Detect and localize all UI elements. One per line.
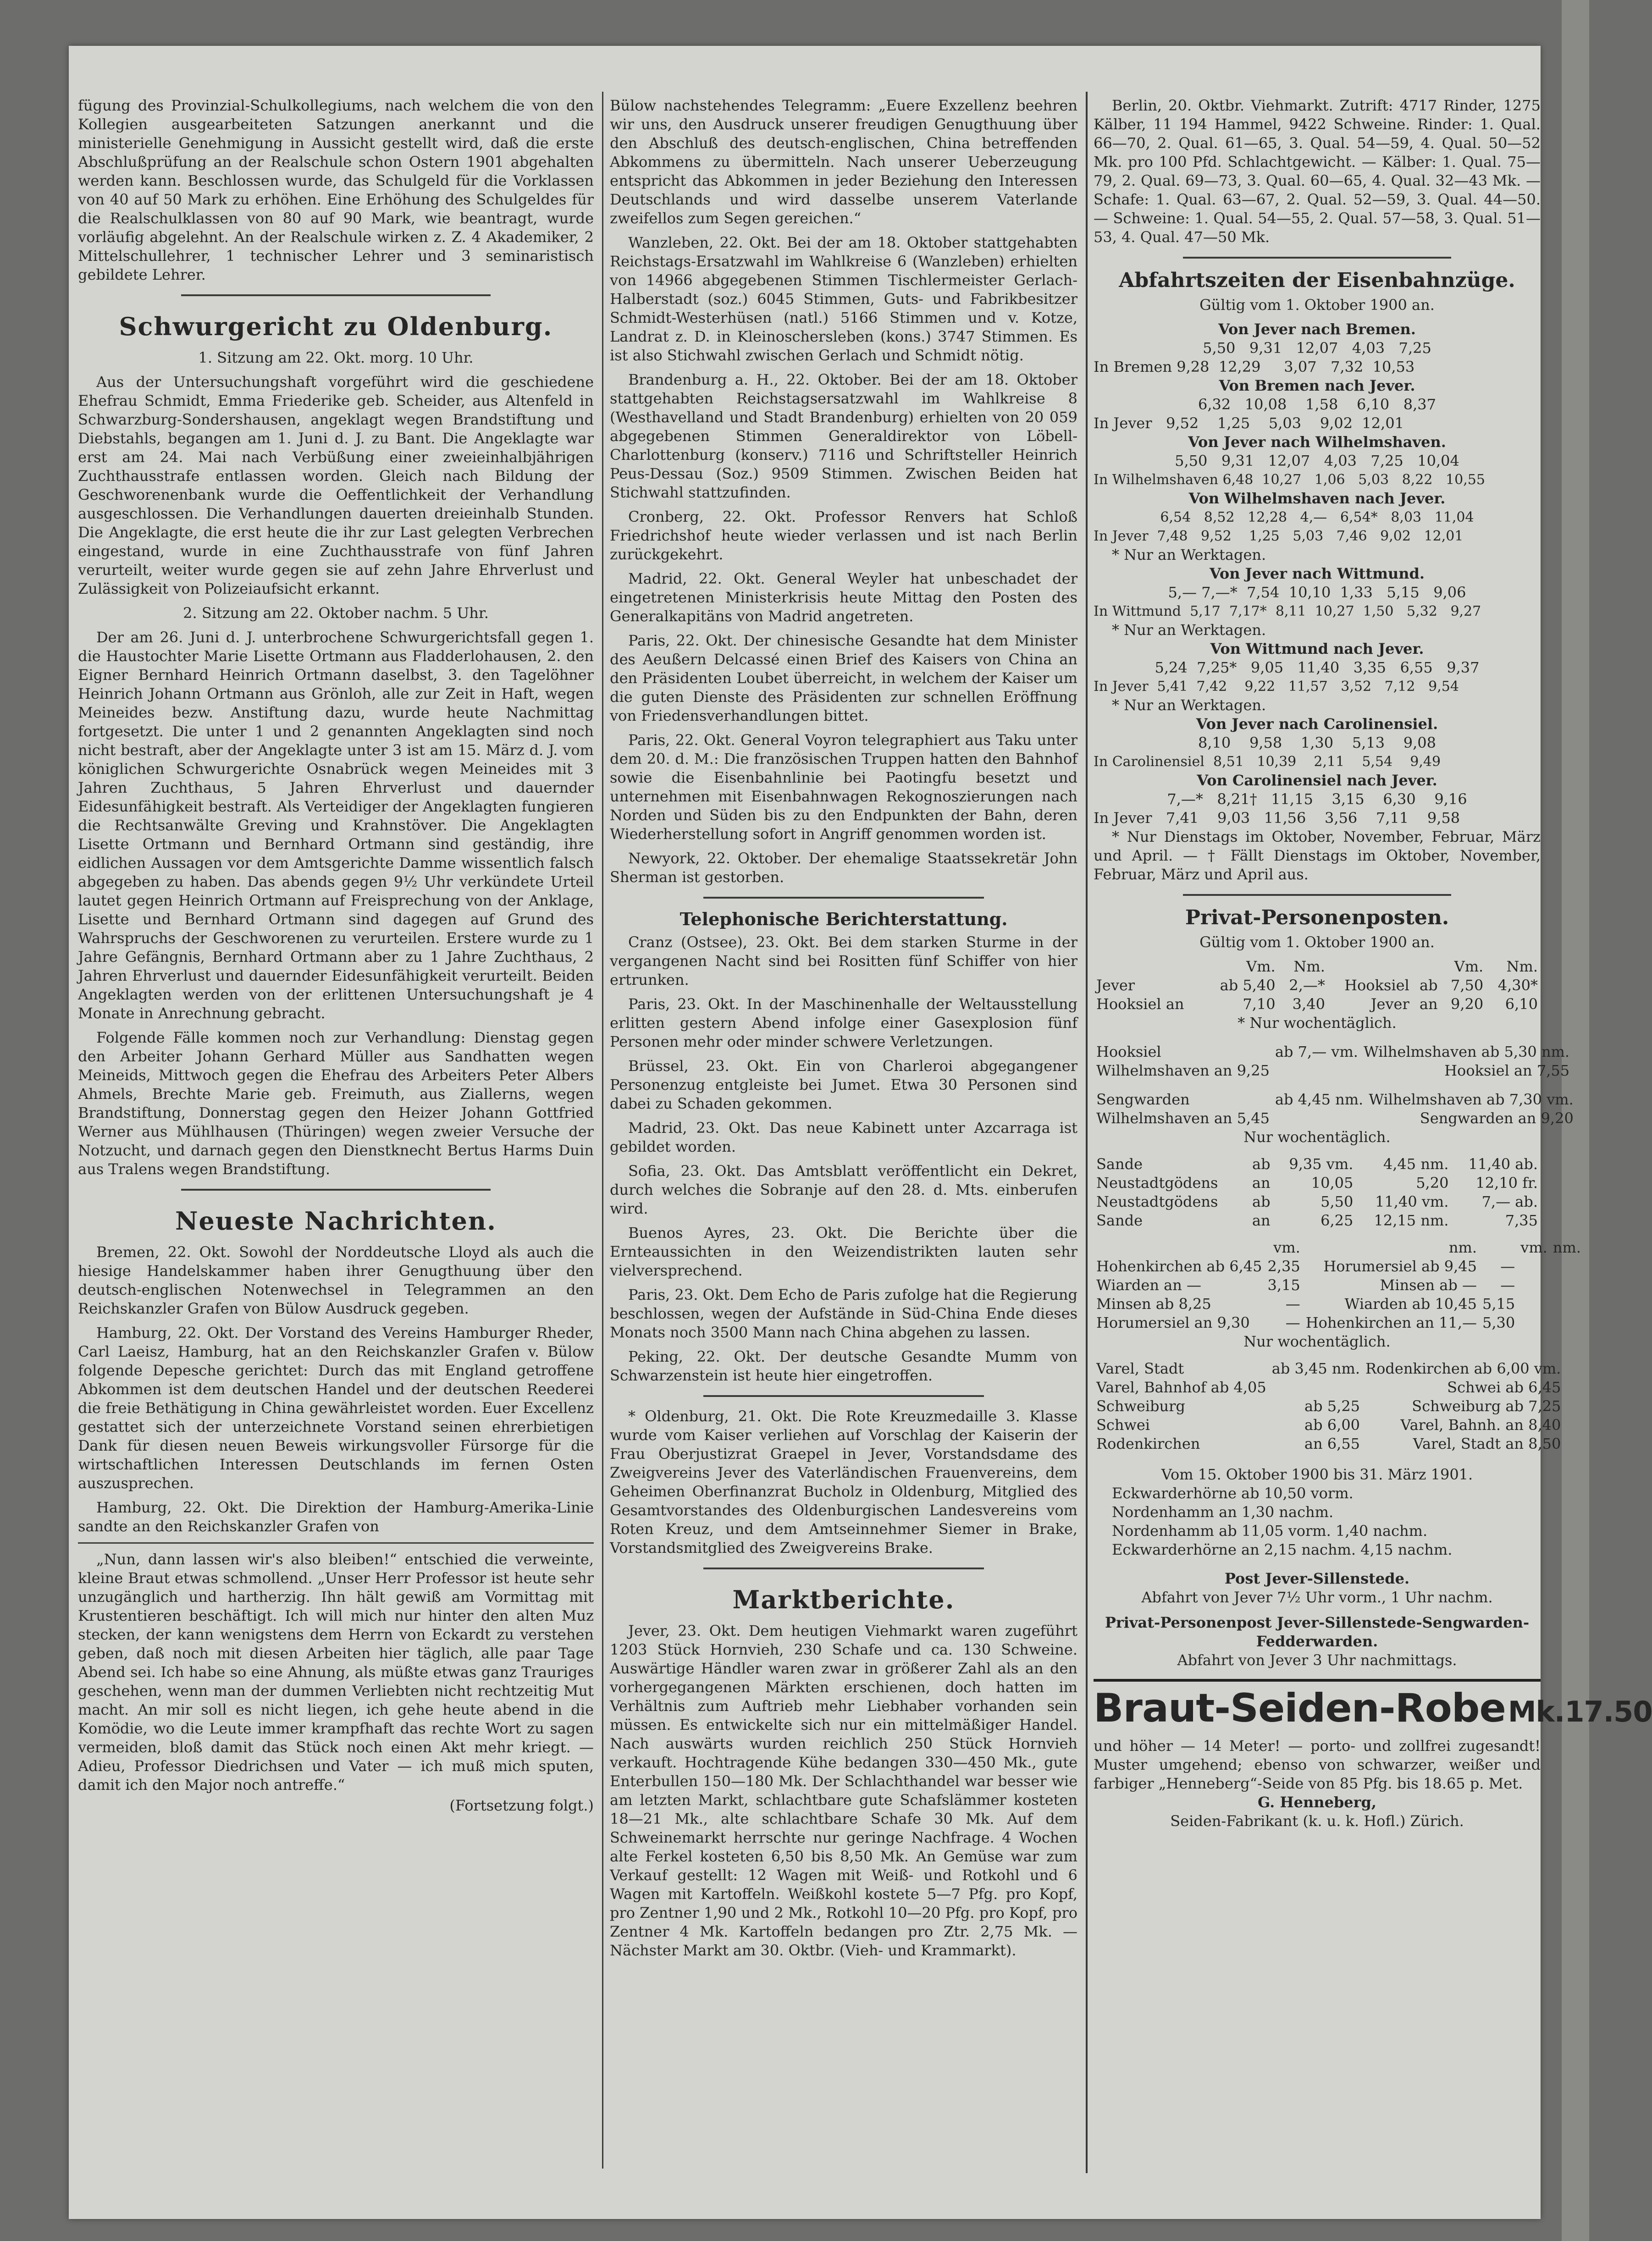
table-cell: 5,30 [1482, 1314, 1515, 1331]
table-row [1094, 1378, 1564, 1397]
table-cell: Wiarden ab 10,45 [1344, 1295, 1477, 1313]
table-cell: Schwei [1096, 1416, 1150, 1434]
route-times: In Jever 7,48 9,52 1,25 5,03 7,46 9,02 12,01 [1094, 528, 1464, 544]
table-cell: ab 5,25 [1304, 1397, 1360, 1415]
post-table-wilhelmshaven [1094, 1043, 1572, 1080]
post-times: Abfahrt von Jever 3 Uhr nachmittags. [1177, 1651, 1457, 1669]
table-cell: Nm. [1506, 958, 1538, 975]
ferry-line: Eckwarderhörne ab 10,50 vorm. [1112, 1485, 1354, 1502]
table-cell: 2,—* [1289, 977, 1325, 994]
ferry-line: Nordenhamm an 1,30 nachm. [1112, 1503, 1334, 1521]
table-cell: Sengwarden an 9,20 [1420, 1109, 1574, 1127]
table-cell: Wiarden an — [1096, 1276, 1201, 1294]
news-item: Madrid, 23. Okt. Das neue Kabinett unter Azcarraga ist gebildet worden. [610, 1119, 1077, 1155]
table-cell [1269, 1378, 1363, 1397]
table-cell: Hooksiel [1344, 977, 1409, 994]
news-item: * Oldenburg, 21. Okt. Die Rote Kreuzmedaille 3. Klasse wurde vom Kaiser verliehen auf Vorschlag der Kaiserin der Frau Oberjustizrat Graepel in Jever, Vorstandsdame des Zweigvereins Jever des Vaterländischen Frauenvereins, dem Geheimen Oberfinanzrat Bucholz in Oldenburg, Mitglied des Gesamtvorstandes des Oldenburgischen Landesvereins vom Roten Kreuz, und dem Amtseinnehmer Siemer in Brake, Vorstandsmitglied des Zweigvereins Brake. [610, 1408, 1077, 1557]
table-cell: 7,— ab. [1481, 1193, 1538, 1210]
news-item: Wanzleben, 22. Okt. Bei der am 18. Oktober stattgehabten Reichstags-Ersatzwahl im Wahlkreise 6 (Wanzleben) erhielten von 14966 abgegebenen Stimmen Tischlermeister Gerlach-Halberstadt (soz.) 6045 Stimmen, Guts- und Fabrikbesitzer Schmidt-Westerhüsen (natl.) 5166 Stimmen und v. Kotze, Landrat z. D. in Kleinoschersleben (kons.) 3747 Stimmen. Es ist also Stichwahl zwischen Gerlach und Schmidt nötig. [610, 234, 1077, 364]
table-cell: ab [1420, 977, 1438, 994]
news-item: Paris, 22. Okt. Der chinesische Gesandte hat dem Minister des Aeußern Delcassé einen Brief des Kaisers von China an den Präsidenten Loubet überreicht, in welchem der Kaiser um die guten Dienste des Präsidenten zur schnellen Eröffnung von Friedensverhandlungen bittet. [610, 632, 1077, 724]
route-heading: Von Wittmund nach Jever. [1210, 640, 1424, 657]
section-heading: Schwurgericht zu Oldenburg. [119, 312, 553, 341]
table-cell: Sengwarden [1096, 1091, 1190, 1108]
table-cell: Sande [1096, 1212, 1143, 1229]
table-cell: 3,15 [1267, 1276, 1300, 1294]
column-rule-1 [602, 92, 603, 2169]
table-cell: ab [1252, 1193, 1271, 1210]
train-route [1094, 320, 1541, 884]
table-cell: Hohenkirchen ab 6,45 [1096, 1258, 1262, 1275]
route-times: In Wittmund 5,17 7,17* 8,11 10,27 1,50 5,32 9,27 [1094, 603, 1481, 619]
ferry-line: Nordenhamm ab 11,05 vorm. 1,40 nachm. [1112, 1522, 1428, 1540]
ad-headline [1094, 1685, 1652, 1735]
advertisement [1094, 1679, 1652, 1831]
ferry-line: Eckwarderhörne an 2,15 nachm. 4,15 nachm. [1112, 1541, 1453, 1558]
table-cell: Varel, Bahnh. an 8,40 [1400, 1416, 1561, 1434]
news-item: Brandenburg a. H., 22. Oktober. Bei der am 18. Oktober stattgehabten Reichstagsersatzwahl im Wahlkreise 8 (Westhavelland und Stadt Brandenburg) erhielten von 20 059 abgegebenen Stimmen Generaldirektor von Löbell-Charlottenburg (konserv.) 7116 und Schriftsteller Heinrich Peus-Dessau (Soz.) 9509 Stimmen. Zwischen Beiden hat Stichwahl stattzufinden. [610, 371, 1077, 501]
table-row [1094, 1090, 1576, 1109]
table-cell: ab 4,45 nm. [1275, 1091, 1364, 1108]
route-times: 5,— 7,—* 7,54 10,10 1,33 5,15 9,06 [1168, 584, 1466, 601]
ad-signature: G. Henneberg, [1257, 1794, 1377, 1811]
news-item: Hamburg, 22. Okt. Die Direktion der Hamburg-Amerika-Linie sandte an den Reichskanzler Grafen von [78, 1499, 594, 1535]
table-cell [1412, 957, 1441, 976]
table-row [1094, 1109, 1576, 1128]
table-cell: Sande [1096, 1155, 1143, 1173]
table-cell: 9,20 [1450, 995, 1484, 1013]
separator [1183, 894, 1451, 896]
route-times: 5,24 7,25* 9,05 11,40 3,35 6,55 9,37 [1155, 659, 1480, 676]
table-cell: 5,50 [1320, 1193, 1354, 1210]
post-note: * Nur wochentäglich. [1238, 1014, 1397, 1032]
table-cell: ab 7,— vm. [1275, 1043, 1358, 1060]
table-row [1094, 1314, 1584, 1332]
session-heading: 2. Sitzung am 22. Oktober nachm. 5 Uhr. [183, 604, 489, 622]
separator [703, 897, 984, 899]
table-cell: Varel, Bahnhof ab 4,05 [1096, 1379, 1266, 1396]
validity-note: Gültig vom 1. Oktober 1900 an. [1199, 296, 1435, 314]
table-cell: — [1500, 1276, 1515, 1294]
table-cell: ab 5,40 [1220, 977, 1276, 994]
table-cell: an [1252, 1212, 1271, 1229]
table-cell: Horumersiel an 9,30 [1096, 1314, 1250, 1331]
article-text: Bülow nachstehendes Telegramm: „Euere Exzellenz beehren wir uns, den Ausdruck unserer freudigen Genugthuung über den Abschluß des deutsch-englischen, China betreffenden Abkommens zu übermitteln. Nach unserer Ueberzeugung entspricht das Abkommen in jeder Beziehung den Interessen Deutschlands und wird dasselbe unserem Vaterlande zweifellos zum Segen gereichen.“ [610, 97, 1077, 227]
table-cell [1094, 957, 1205, 976]
table-cell: — [1500, 1258, 1515, 1275]
table-row [1094, 1061, 1572, 1080]
route-heading: Von Wilhelmshaven nach Jever. [1188, 490, 1446, 507]
table-cell: 5,20 [1416, 1174, 1449, 1192]
table-cell: — [1285, 1314, 1300, 1331]
article-text: Der am 26. Juni d. J. unterbrochene Schwurgerichtsfall gegen 1. die Haustochter Marie Lisette Ortmann aus Fladderlohausen, 2. den Eigner Bernhard Heinrich Ortmann daselbst, 3. den Tagelöhner Heinrich Johann Ortmann aus Grönloh, alle zur Zeit in Haft, wegen Meineides bezw. Anstiftung dazu, wurde heute Nachmittag fortgesetzt. Die unter 1 und 2 genannten Angeklagten sind noch nicht bestraft, aber der Angeklagte unter 3 ist am 15. März d. J. vom königlichen Schwurgerichte Osnabrück wegen Meineides mit 3 Jahren Zuchthaus, 5 Jahren Ehrverlust und dauernder Eidesunfähigkeit bestraft. Als Verteidiger der Angeklagten fungieren die Rechtsanwälte Greving und Krahnstöver. Die Angeklagten Lisette Ortmann und Bernhard Ortmann sind geständig, ihre eidlichen Aussagen vor dem Amtsgerichte Damme wissentlich falsch abgegeben zu haben. Das abends gegen 9½ Uhr verkündete Urteil lautet gegen Heinrich Ortmann auf Freisprechung von der Anklage, Lisette und Bernhard Ortmann sind dagegen auf Grund des Wahrspruchs der Geschworenen zu verurteilen. Erstere wurde zu 1 Jahre Gefängnis, Bernhard Ortmann aber zu 1 Jahre Zuchthaus, 2 Jahren Ehrverlust und dauernder Eidesunfähigkeit verurteilt. Beiden Angeklagten werden von der erlittenen Untersuchungshaft je 4 Monate in Anrechnung gebracht. [78, 629, 594, 1022]
table-row [1094, 1192, 1541, 1211]
table-row [1094, 1397, 1564, 1416]
table-row [1094, 1295, 1584, 1314]
article-text: Folgende Fälle kommen noch zur Verhandlung: Dienstag gegen den Arbeiter Johann Gerhard Müller aus Sandhatten wegen Meineids, Mittwoch gegen die Ehefrau des Arbeiters Peter Albers Ahmels, Brechte Marie geb. Freimuth, aus Ziallerns, wegen Brandstiftung, Donnerstag gegen den Heizer Johann Gottfried Werner aus Mühlhausen (Thüringen) wegen zweier Versuche der Notzucht, und darnach gegen den Dienstknecht Bertus Harms Duin aus Tralens wegen Brandstiftung. [78, 1029, 594, 1178]
route-times: In Wilhelmshaven 6,48 10,27 1,06 5,03 8,22 10,55 [1094, 472, 1485, 488]
table-cell: Hooksiel [1096, 1043, 1161, 1060]
section-heading: Marktberichte. [732, 1585, 955, 1614]
route-times: In Jever 9,52 1,25 5,03 9,02 12,01 [1094, 414, 1404, 432]
table-cell: Vm. [1246, 958, 1276, 975]
table-cell: Wilhelmshaven an 5,45 [1096, 1109, 1270, 1127]
table-cell: Wilhelmshaven ab 7,30 vm. [1369, 1091, 1574, 1108]
table-cell: — [1285, 1295, 1300, 1313]
news-item: Madrid, 22. Okt. General Weyler hat unbeschadet der eingetretenen Ministerkrisis heute Mittag den Posten des Generalkapitäns von Madrid angetreten. [610, 570, 1077, 625]
table-cell: 7,35 [1505, 1212, 1538, 1229]
post-table-sande [1094, 1155, 1541, 1230]
table-cell: Hooksiel an 7,55 [1444, 1062, 1570, 1079]
news-item: Paris, 22. Okt. General Voyron telegraphiert aus Taku unter dem 20. d. M.: Die französischen Truppen hatten den Bahnhof sowie die Eisenbahnlinie bei Paotingfu besetzt und unternehmen mit Eisenbahnwagen Rekognoszierungen nach Norden und Süden bis zu den Endpunkten der Bahn, deren Wiederherstellung sofort in Angriff genommen worden ist. [610, 731, 1077, 843]
table-cell [1328, 957, 1412, 976]
ferry-heading: Vom 15. Oktober 1900 bis 31. März 1901. [1161, 1466, 1473, 1483]
post-table-sengwarden [1094, 1090, 1576, 1128]
table-row [1094, 1416, 1564, 1435]
table-cell: Wilhelmshaven an 9,25 [1096, 1062, 1270, 1079]
table-cell: Jever [1096, 977, 1135, 994]
table-header-cell: vm. [1273, 1239, 1300, 1256]
section-heading: Telephonische Berichterstattung. [680, 909, 1008, 929]
table-row [1094, 995, 1541, 1014]
table-cell: 4,45 nm. [1383, 1155, 1449, 1173]
table-cell: 12,15 nm. [1374, 1212, 1449, 1229]
table-cell [1272, 1109, 1366, 1128]
route-times: In Bremen 9,28 12,29 3,07 7,32 10,53 [1094, 358, 1415, 375]
route-note: * Nur Dienstags im Oktober, November, Februar, März und April. — † Fällt Dienstags im Oktober, November, Februar, März und April aus. [1094, 828, 1541, 883]
post-heading: Privat-Personenpost Jever-Sillenstede-Sengwarden-Fedderwarden. [1105, 1614, 1530, 1650]
table-cell: 3,40 [1292, 995, 1325, 1013]
table-cell: 5,15 [1482, 1295, 1515, 1313]
table-cell: Rodenkirchen ab 6,00 vm. [1365, 1360, 1561, 1377]
route-note: * Nur an Werktagen. [1112, 546, 1266, 563]
section-heading: Abfahrtszeiten der Eisenbahnzüge. [1119, 269, 1515, 292]
separator [1183, 257, 1451, 259]
session-heading: 1. Sitzung am 22. Okt. morg. 10 Uhr. [198, 349, 474, 366]
table-cell: 7,10 [1243, 995, 1276, 1013]
route-times: In Jever 7,41 9,03 11,56 3,56 7,11 9,58 [1094, 809, 1460, 827]
post-table-hooksiel [1094, 957, 1541, 1014]
table-row [1094, 1359, 1564, 1378]
table-cell: Schweiburg [1096, 1397, 1185, 1415]
news-item: Cranz (Ostsee), 23. Okt. Bei dem starken Sturme in der vergangenen Nacht sind bei Rositten fünf Schiffer von hier ertrunken. [610, 933, 1077, 988]
table-cell: Neustadtgödens [1096, 1193, 1218, 1210]
post-note: Nur wochentäglich. [1243, 1128, 1391, 1146]
route-heading: Von Jever nach Wilhelmshaven. [1188, 433, 1446, 451]
table-cell: Minsen ab 8,25 [1096, 1295, 1211, 1313]
ad-text: und höher — 14 Meter! — porto- und zollfrei zugesandt! Muster umgehend; ebenso von schwarzer, weißer und farbiger „Henneberg“-Seide von 85 Pfg. bis 18.65 p. Met. [1094, 1737, 1541, 1792]
post-heading: Post Jever-Sillenstede. [1224, 1570, 1410, 1587]
article-text: Aus der Untersuchungshaft vorgeführt wird die geschiedene Ehefrau Schmidt, Emma Friederike geb. Scheider, aus Altenfeld in Schwarzburg-Sondershausen, angeklagt wegen Brandstiftung und Diebstahls, begangen am 1. Juni d. J. zu Bant. Die Angeklagte war erst am 24. Mai nach Verbüßung einer zweieinhalbjährigen Zuchthausstrafe entlassen worden. Gleich nach Bildung der Geschworenenbank wurde die Oeffentlichkeit der Verhandlung ausgeschlossen. Die Verhandlungen dauerten dreieinhalb Stunden. Die Angeklagte, die erst heute die ihr zur Last gelegten Verbrechen eingestand, wurde in eine Zuchthausstrafe von fünf Jahren verurteilt, weiter wurde gegen sie auf zehn Jahre Ehrverlust und Zulässigkeit von Polizeiaufsicht erkannt. [78, 373, 594, 597]
table-cell: 2,35 [1267, 1258, 1300, 1275]
market-report: Jever, 23. Okt. Dem heutigen Viehmarkt waren zugeführt 1203 Stück Hornvieh, 230 Schafe und ca. 130 Schweine. Auswärtige Händler waren zwar in größerer Zahl als an den vorhergegangenen Märkten erschienen, doch hatten im Verhältnis zum Auftrieb mehr Liebhaber vorhanden sein müssen. Es entwickelte sich nur ein mittelmäßiger Handel. Nach auswärts wurden reichlich 250 Stück Hornvieh verkauft. Hochtragende Kühe bedangen 330—450 Mk., gute Enterbullen 150—180 Mk. Der Schlachthandel war besser wie am letzten Markt, schlachtbare gute Schafslämmer kosteten 18—21 Mk., alte schlachtbare Schafe 30 Mk. Auf dem Schweinemarkt herrschte nur geringe Nachfrage. 4 Wochen alte Ferkel kosteten 6,50 bis 8,50 Mk. An Gemüse war zum Verkauf gestellt: 12 Wagen mit Weiß- und Rotkohl und 6 Wagen mit Kartoffeln. Weißkohl kostete 5—7 Pfg. pro Kopf, pro Zentner 1,90 und 2 Mk., Rotkohl 10—20 Pfg. pro Kopf, pro Zentner 4 Mk. Kartoffeln bedangen pro Ztr. 2,75 Mk. — Nächster Markt am 30. Oktbr. (Vieh- und Krammarkt). [610, 1622, 1077, 1959]
market-report-berlin: Berlin, 20. Oktbr. Viehmarkt. Zutrift: 4717 Rinder, 1275 Kälber, 11 194 Hammel, 9422 Schweine. Rinder: 1. Qual. 66—70, 2. Qual. 61—65, 3. Qual. 54—59, 4. Qual. 50—52 Mk. pro 100 Pfd. Schlachtgewicht. — Kälber: 1. Qual. 75—79, 2. Qual. 69—73, 3. Qual. 60—65, 4. Qual. 32—43 Mk. — Schafe: 1. Qual. 63—67, 2. Qual. 52—59, 3. Qual. 44—50. — Schweine: 1. Qual. 54—55, 2. Qual. 57—58, 3. Qual. 51—53, 4. Qual. 47—50 Mk. [1094, 97, 1541, 246]
news-item: Hamburg, 22. Okt. Der Vorstand des Vereins Hamburger Rheder, Carl Laeisz, Hamburg, hat an den Reichskanzler Grafen v. Bülow folgende Depesche gerichtet: Durch das mit England getroffene Abkommen ist dem deutschen Handel und der deutschen Reederei die freie Bethätigung in China gewährleistet worden. Euer Excellenz gestattet sich der unterzeichnete Vorstand seinen ehrerbietigen Dank für diesen neuen Beweis wirkungsvoller Fürsorge für die wirtschaftlichen Interessen Deutschlands im fernen Osten auszusprechen. [78, 1324, 594, 1492]
table-cell: ab 6,00 [1304, 1416, 1360, 1434]
column-1 [78, 96, 594, 2191]
table-cell: Rodenkirchen [1096, 1435, 1200, 1452]
ad-title: Braut-Seiden-Robe [1094, 1685, 1506, 1731]
table-cell: 11,40 vm. [1375, 1193, 1449, 1210]
news-item: Bremen, 22. Okt. Sowohl der Norddeutsche Lloyd als auch die hiesige Handelskammer haben ihrer Genugthuung über den deutsch-englischen Notenwechsel in Telegrammen an den Reichskanzler Grafen von Bülow Ausdruck gegeben. [78, 1243, 594, 1317]
table-header-cell: vm. [1520, 1239, 1547, 1256]
article-text: fügung des Provinzial-Schulkollegiums, nach welchem die von den Kollegien ausgearbeiteten Satzungen anerkannt und die ministerielle Genehmigung in Aussicht gestellt wird, daß die erste Abschlußprüfung an der Realschule schon Ostern 1901 abgehalten werden kann. Beschlossen wurde, das Schulgeld für die Vorklassen von 40 auf 50 Mark zu erhöhen. Eine Erhöhung des Schulgeldes für die Realschulklassen von 80 auf 90 Mark, wie beantragt, wurde vorläufig abgelehnt. An der Realschule wirken z. Z. 4 Akademiker, 2 Mittelschullehrer, 1 technischer Lehrer und 3 seminaristisch gebildete Lehrer. [78, 97, 594, 283]
route-heading: Von Jever nach Bremen. [1218, 320, 1416, 338]
table-cell: Vm. [1454, 958, 1484, 975]
table-cell: Minsen ab — [1380, 1276, 1477, 1294]
news-item: Brüssel, 23. Okt. Ein von Charleroi abgegangener Personenzug entgleiste bei Jumet. Etwa 30 Personen sind dabei zu Schaden gekommen. [610, 1057, 1077, 1112]
table-cell: Nm. [1293, 958, 1325, 975]
separator [703, 1568, 984, 1569]
separator [181, 1189, 491, 1191]
table-row [1094, 1257, 1584, 1276]
route-times: 5,50 9,31 12,07 4,03 7,25 [1203, 339, 1431, 357]
ferry-times [1094, 1484, 1541, 1559]
route-times: 5,50 9,31 12,07 4,03 7,25 10,04 [1175, 452, 1459, 469]
separator [181, 294, 491, 296]
validity-note: Gültig vom 1. Oktober 1900 an. [1199, 933, 1435, 951]
table-cell: 6,10 [1505, 995, 1538, 1013]
table-cell: Hooksiel an [1096, 995, 1184, 1013]
table-cell: Varel, Stadt an 8,50 [1413, 1435, 1561, 1452]
table-cell: an 6,55 [1304, 1435, 1360, 1452]
route-heading: Von Jever nach Carolinensiel. [1196, 715, 1438, 733]
table-cell: 9,35 vm. [1289, 1155, 1354, 1173]
section-heading: Privat-Personenposten. [1185, 906, 1449, 929]
news-item: Peking, 22. Okt. Der deutsche Gesandte Mumm von Schwarzenstein ist heute hier eingetroffen. [610, 1348, 1077, 1384]
table-cell: Horumersiel ab 9,45 [1323, 1258, 1477, 1275]
feuilleton-text: „Nun, dann lassen wir's also bleiben!“ entschied die verweinte, kleine Braut etwas schmollend. „Unser Herr Professor ist heute sehr unzugänglich und hartherzig. Ihn hält gewiß am Vormittag mit Krustentieren beschäftigt. Ich will mich nur hinter den alten Muz stecken, der kann wenigstens dem Herrn von Eckardt zu verstehen geben, daß noch mit diesen Arbeiten hier täglich, alle paar Tage Abend sei. Ich habe so eine Ahnung, als müßte etwas ganz Trauriges geschehen, wenn man der dummen Verliebten nicht rechtzeitig Mut macht. An mir soll es nicht liegen, ich gehe heute abend in die Komödie, wo die Leute immer krampfhaft das rechte Wort zu sagen vermeiden, bloß damit das Stück noch einen Akt mehr kriegt. — Adieu, Professor Diedrichsen und Vater — ich muß mich sputen, damit ich den Major noch antreffe.“ [78, 1551, 594, 1794]
table-header-cell: nm. [1448, 1239, 1477, 1256]
table-row [1094, 1174, 1541, 1192]
post-times: Abfahrt von Jever 7½ Uhr vorm., 1 Uhr nachm. [1141, 1589, 1493, 1606]
table-cell: Neustadtgödens [1096, 1174, 1218, 1192]
separator [703, 1395, 984, 1397]
route-times: In Carolinensiel 8,51 10,39 2,11 5,54 9,49 [1094, 754, 1441, 770]
table-header-cell [1094, 1238, 1265, 1257]
table-row [1094, 957, 1541, 976]
table-cell: 7,50 [1450, 977, 1484, 994]
route-heading: Von Carolinensiel nach Jever. [1197, 772, 1437, 789]
news-item: Cronberg, 22. Okt. Professor Renvers hat Schloß Friedrichshof heute wieder verlassen und ist nach Berlin zurückgekehrt. [610, 508, 1077, 563]
ad-price: Mk.17.50 [1508, 1695, 1652, 1728]
news-item: Buenos Ayres, 23. Okt. Die Berichte über die Ernteaussichten in den Weizendistrikten lauten sehr vielversprechend. [610, 1224, 1077, 1279]
table-cell: 4,30* [1497, 977, 1538, 994]
section-heading: Neueste Nachrichten. [175, 1206, 497, 1236]
table-cell: Wilhelmshaven ab 5,30 nm. [1363, 1043, 1570, 1060]
table-cell: ab 3,45 nm. [1271, 1360, 1360, 1377]
table-cell: Schweiburg ab 7,25 [1412, 1397, 1561, 1415]
table-cell [1272, 1061, 1361, 1080]
route-times: 8,10 9,58 1,30 5,13 9,08 [1198, 734, 1436, 751]
news-item: Sofia, 23. Okt. Das Amtsblatt veröffentlicht ein Dekret, durch welches die Sobranje auf den 28. d. Mts. einberufen wird. [610, 1162, 1077, 1217]
route-times: 6,54 8,52 12,28 4,— 6,54* 8,03 11,04 [1160, 509, 1474, 525]
route-note: * Nur an Werktagen. [1112, 621, 1266, 639]
ad-address: Seiden-Fabrikant (k. u. k. Hofl.) Zürich. [1170, 1812, 1464, 1830]
table-cell: 12,10 fr. [1475, 1174, 1538, 1192]
table-header-cell [1480, 1238, 1518, 1257]
route-heading: Von Bremen nach Jever. [1219, 377, 1415, 394]
column-rule-2 [1086, 92, 1088, 2173]
table-cell: 6,25 [1320, 1212, 1354, 1229]
route-times: 7,—* 8,21† 11,15 3,15 6,30 9,16 [1167, 790, 1467, 808]
table-row [1094, 1155, 1541, 1174]
table-header-row [1094, 1238, 1584, 1257]
table-cell: Schwei ab 6,45 [1447, 1379, 1561, 1396]
column-3 [1094, 96, 1652, 2205]
post-note: Nur wochentäglich. [1243, 1333, 1391, 1350]
table-header-cell: nm. [1553, 1239, 1581, 1256]
table-row [1094, 976, 1541, 995]
table-row [1094, 1435, 1564, 1453]
news-item: Paris, 23. Okt. In der Maschinenhalle der Weltausstellung erlitten gestern Abend infolge einer Gasexplosion fünf Personen mehr oder minder schwere Verletzungen. [610, 995, 1077, 1050]
table-cell: 11,40 ab. [1468, 1155, 1538, 1173]
column-2 [610, 96, 1077, 2205]
post-table-varel [1094, 1359, 1564, 1453]
table-cell: 10,05 [1311, 1174, 1354, 1192]
route-times: 6,32 10,08 1,58 6,10 8,37 [1198, 396, 1436, 413]
table-cell: an [1252, 1174, 1271, 1192]
feuilleton-rule [78, 1542, 594, 1544]
post-table-hohenkirchen [1094, 1238, 1584, 1332]
route-times: In Jever 5,41 7,42 9,22 11,57 3,52 7,12 9,54 [1094, 679, 1459, 695]
route-note: * Nur an Werktagen. [1112, 696, 1266, 714]
table-cell: Jever [1370, 995, 1409, 1013]
table-cell: an [1419, 995, 1438, 1013]
table-cell: Varel, Stadt [1096, 1360, 1184, 1377]
news-item: Paris, 23. Okt. Dem Echo de Paris zufolge hat die Regierung beschlossen, wegen der Aufstände in Süd-China Ende dieses Monats noch 3500 Mann nach China abgehen zu lassen. [610, 1286, 1077, 1341]
continuation-note: (Fortsetzung folgt.) [449, 1797, 594, 1814]
table-cell: ab [1252, 1155, 1271, 1173]
news-item: Newyork, 22. Oktober. Der ehemalige Staatssekretär John Sherman ist gestorben. [610, 850, 1077, 886]
table-row [1094, 1211, 1541, 1230]
route-heading: Von Jever nach Wittmund. [1210, 565, 1425, 582]
table-cell: Hohenkirchen an 11,— [1305, 1314, 1477, 1331]
table-row [1094, 1276, 1584, 1295]
table-row [1094, 1043, 1572, 1061]
